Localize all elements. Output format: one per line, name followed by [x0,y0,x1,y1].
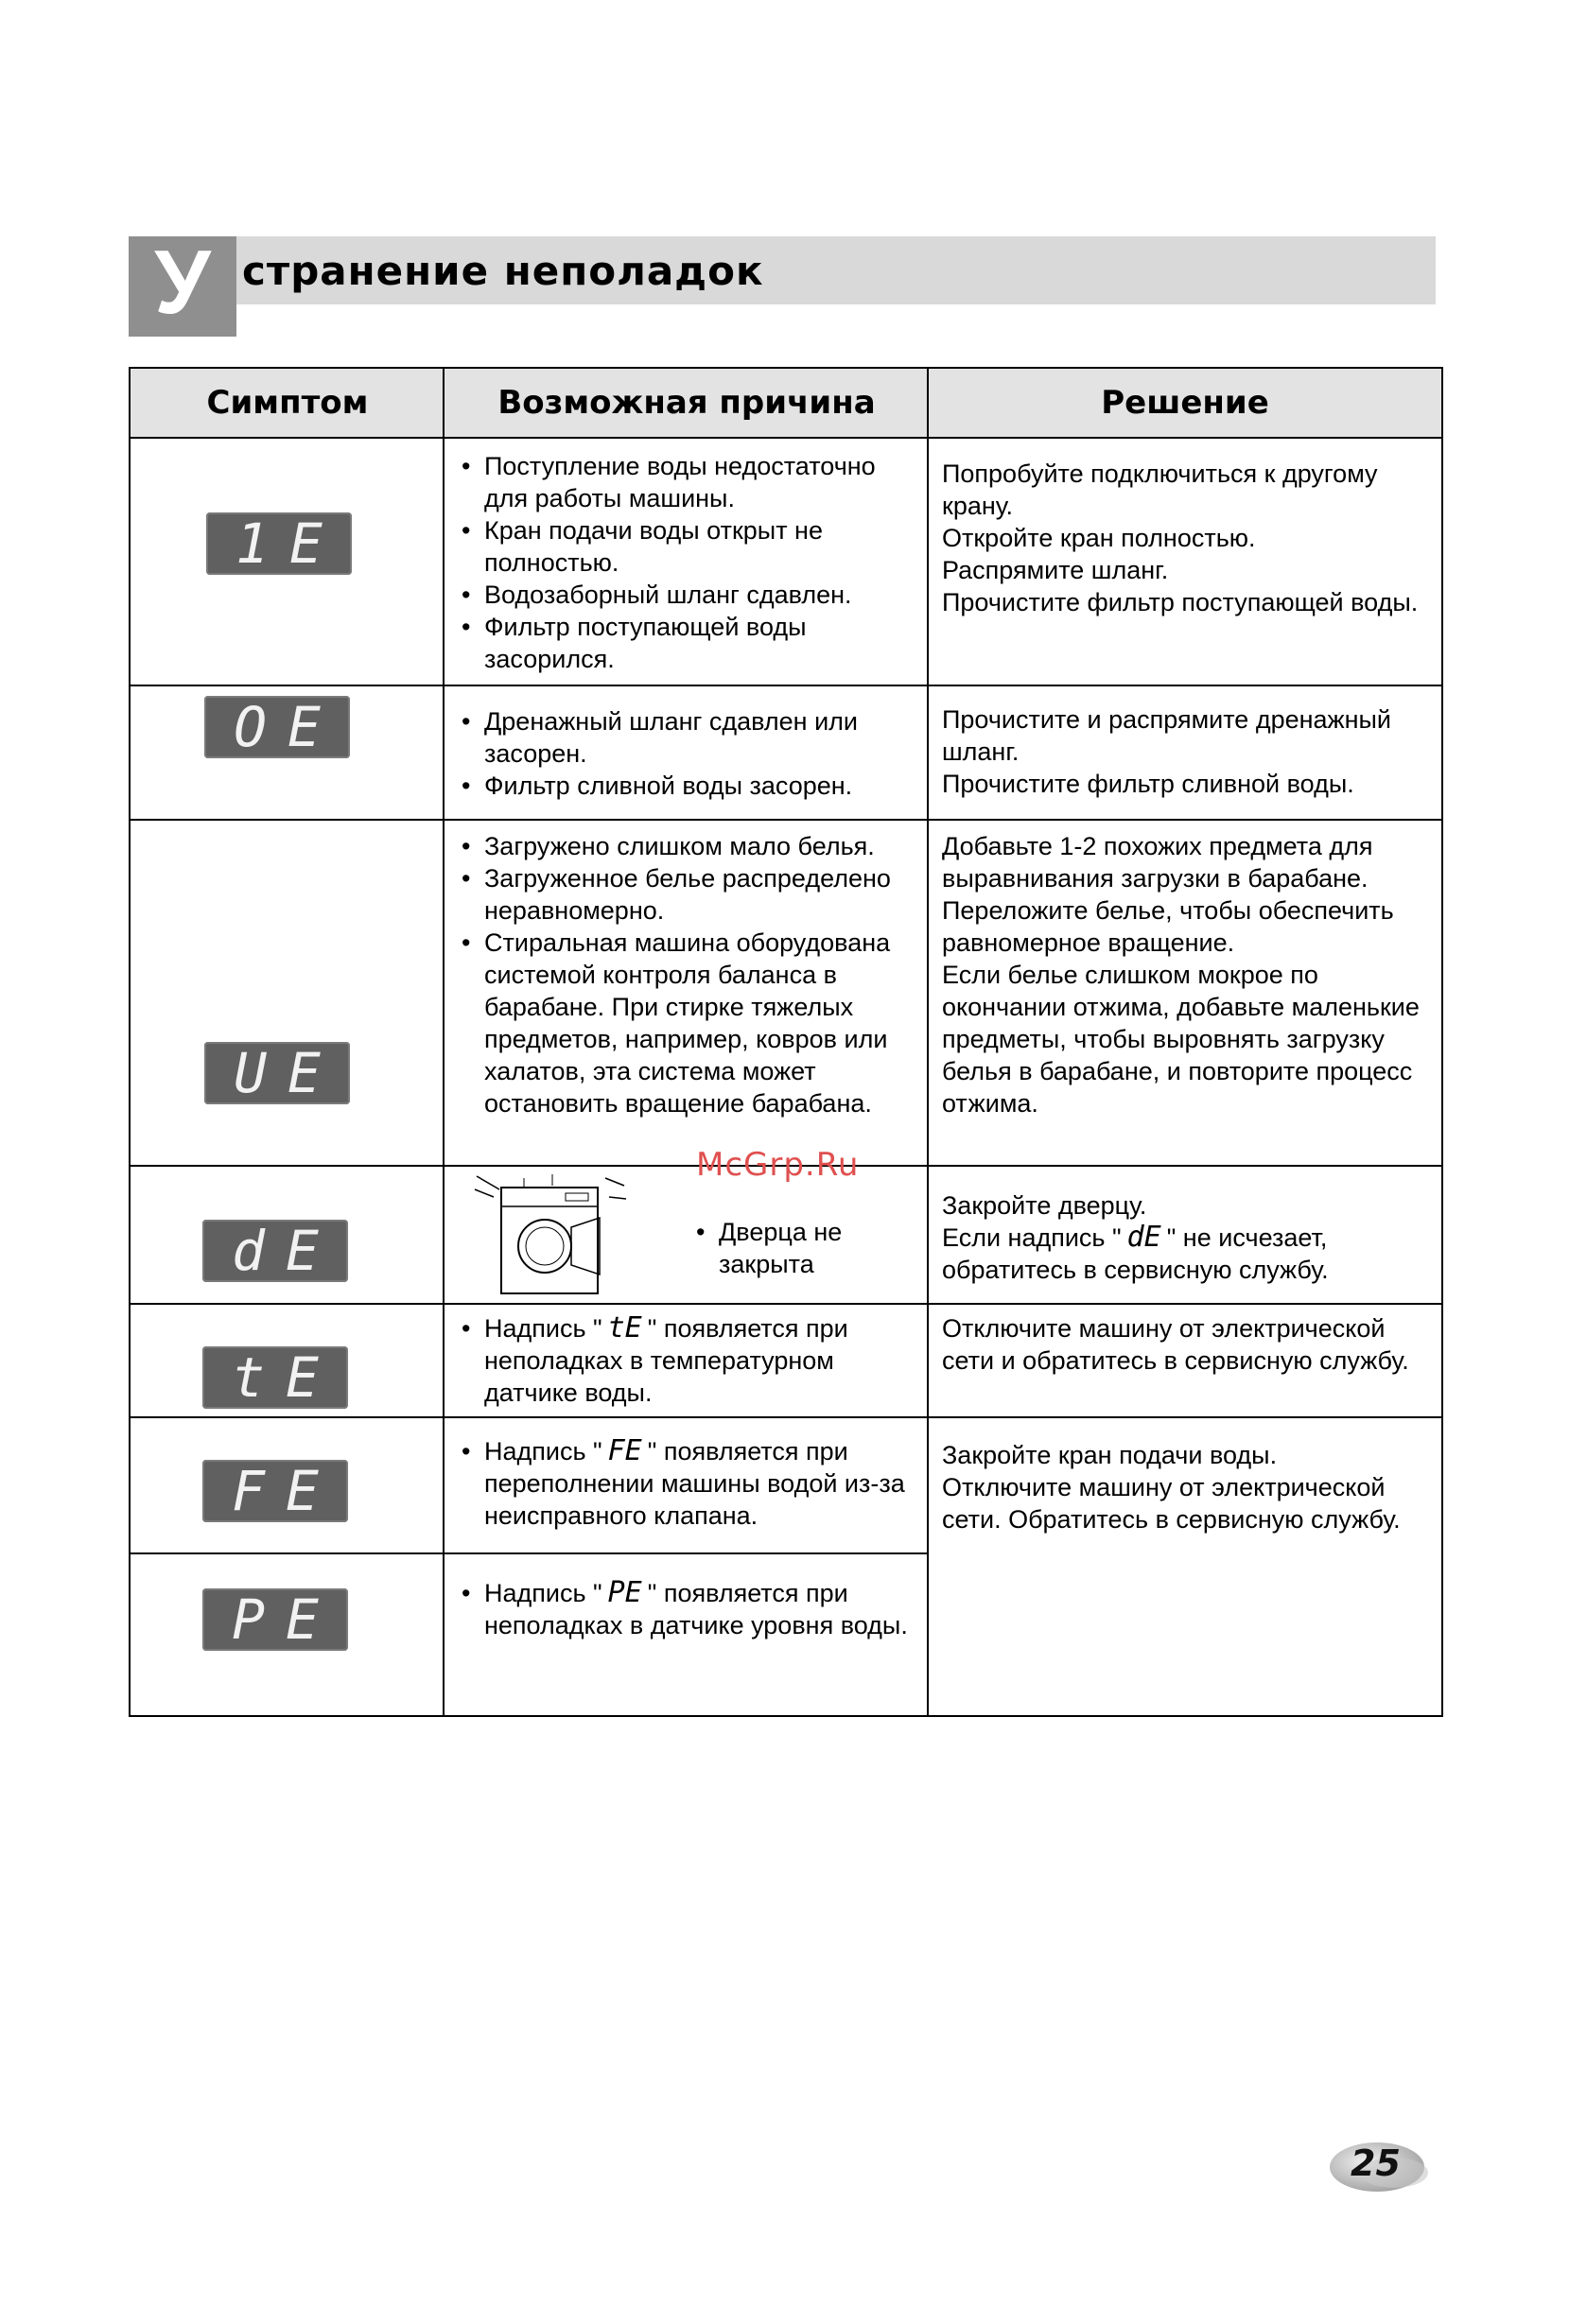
inline-error-code: tE [607,1311,642,1344]
row-divider [131,1552,929,1554]
cause-text: Надпись " [484,1437,602,1466]
cause-text: Надпись " [484,1579,602,1607]
solution-cell [942,458,1434,618]
column-divider [443,369,445,1715]
title-initial-box [129,232,236,337]
cause-text: Надпись " [484,1314,602,1343]
solution-line: Попробуйте подключиться к другому крану. [942,460,1378,520]
cause-cell [462,450,915,675]
solution-line: Отключите машину от электрической сети. Обратитесь в сервисную службу. [942,1473,1401,1534]
cause-text: " появляется при переполнении машины водой из-за неисправного клапана. [484,1437,905,1530]
cause-item: • Дренажный шланг сдавлен или засорен. [462,705,915,770]
error-display-fe [202,1460,348,1522]
page-number: 25 [1351,2142,1401,2184]
table-header-row [131,369,1441,439]
column-divider [927,369,929,1715]
solution-line: Закройте кран подачи воды. [942,1441,1278,1469]
error-display-te [202,1346,348,1409]
error-code: dE [232,1219,340,1283]
error-display-oe [204,696,350,758]
solution-line [942,1222,1434,1286]
cause-item: • Загруженное белье распределено неравномерно. [462,862,915,927]
error-display-ue [204,1042,350,1104]
solution-line: Прочистите и распрямите дренажный шланг. [942,705,1391,766]
cause-cell [696,1216,847,1280]
cause-item: • Фильтр поступающей воды засорился. [462,611,915,675]
cause-item: • Кран подачи воды открыт не полностью. [462,514,915,579]
solution-line: Распрямите шланг. [942,556,1169,584]
cause-item: • Загружено слишком мало белья. [462,830,915,862]
solution-text: " не исчезает, обратитесь в сервисную службу. [942,1223,1329,1284]
solution-line: Добавьте 1-2 похожих предмета для выравнивания загрузки в барабане. [942,832,1373,893]
error-code: PE [232,1587,340,1652]
solution-cell [942,1312,1434,1377]
solution-line: Если белье слишком мокрое по окончании отжима, добавьте маленькие предметы, чтобы выровнять загрузку белья в барабане, и повторите процесс отжима. [942,961,1420,1118]
cause-cell [462,705,915,802]
title-initial: У [154,232,211,333]
solution-line: Прочистите фильтр сливной воды. [942,770,1354,798]
cause-cell [462,1312,915,1409]
row-divider [131,1416,1441,1418]
solution-cell [942,1189,1434,1286]
error-display-1e [206,512,352,575]
row-divider [131,1303,1441,1305]
solution-cell [942,703,1434,800]
cause-item: • Водозаборный шланг сдавлен. [462,579,915,611]
inline-error-code: PE [607,1576,642,1609]
washing-machine-illustration [467,1171,628,1299]
cause-text: " появляется при неполадках в температурном датчике воды. [484,1314,848,1407]
error-display-pe [202,1588,348,1651]
cause-cell [462,830,915,1119]
cause-item [462,1312,915,1409]
error-code: FE [232,1459,340,1523]
cause-item: • Дверца не закрыта [696,1216,847,1280]
solution-line: Переложите белье, чтобы обеспечить равномерное вращение. [942,896,1394,957]
error-display-de [202,1220,348,1282]
cause-cell [462,1577,915,1641]
cause-item: • Стиральная машина оборудована системой контроля баланса в барабане. При стирке тяжелых предметов, например, ковров или халатов, эта система может остановить вращение барабана. [462,927,915,1119]
cause-cell [462,1435,915,1532]
page-title: странение неполадок [242,248,764,294]
open-door-washer-icon [467,1171,628,1299]
watermark: McGrp.Ru [696,1146,860,1184]
troubleshooting-table [129,367,1443,1717]
solution-cell [942,830,1434,1119]
column-header-cause: Возможная причина [497,384,876,422]
solution-line: Откройте кран полностью. [942,524,1256,552]
inline-error-code: FE [607,1434,642,1467]
error-code: OE [234,695,341,759]
column-header-solution: Решение [1101,384,1269,422]
solution-cell [942,1439,1434,1535]
error-code: tE [232,1345,340,1410]
solution-line: Закройте дверцу. [942,1191,1147,1220]
row-divider [131,685,1441,686]
cause-text: " появляется при неполадках в датчике уровня воды. [484,1579,908,1639]
column-header-symptom: Симптом [206,384,369,422]
solution-text: Если надпись " [942,1223,1122,1252]
row-divider [131,819,1441,821]
cause-item: • Фильтр сливной воды засорен. [462,770,915,802]
solution-line: Отключите машину от электрической сети и обратитесь в сервисную службу. [942,1314,1409,1375]
cause-item [462,1435,915,1532]
error-code: UE [234,1041,341,1105]
cause-item: • Поступление воды недостаточно для работы машины. [462,450,915,514]
solution-line: Прочистите фильтр поступающей воды. [942,588,1419,616]
cause-item [462,1577,915,1641]
error-code: 1E [235,512,343,576]
inline-error-code: dE [1126,1221,1161,1254]
